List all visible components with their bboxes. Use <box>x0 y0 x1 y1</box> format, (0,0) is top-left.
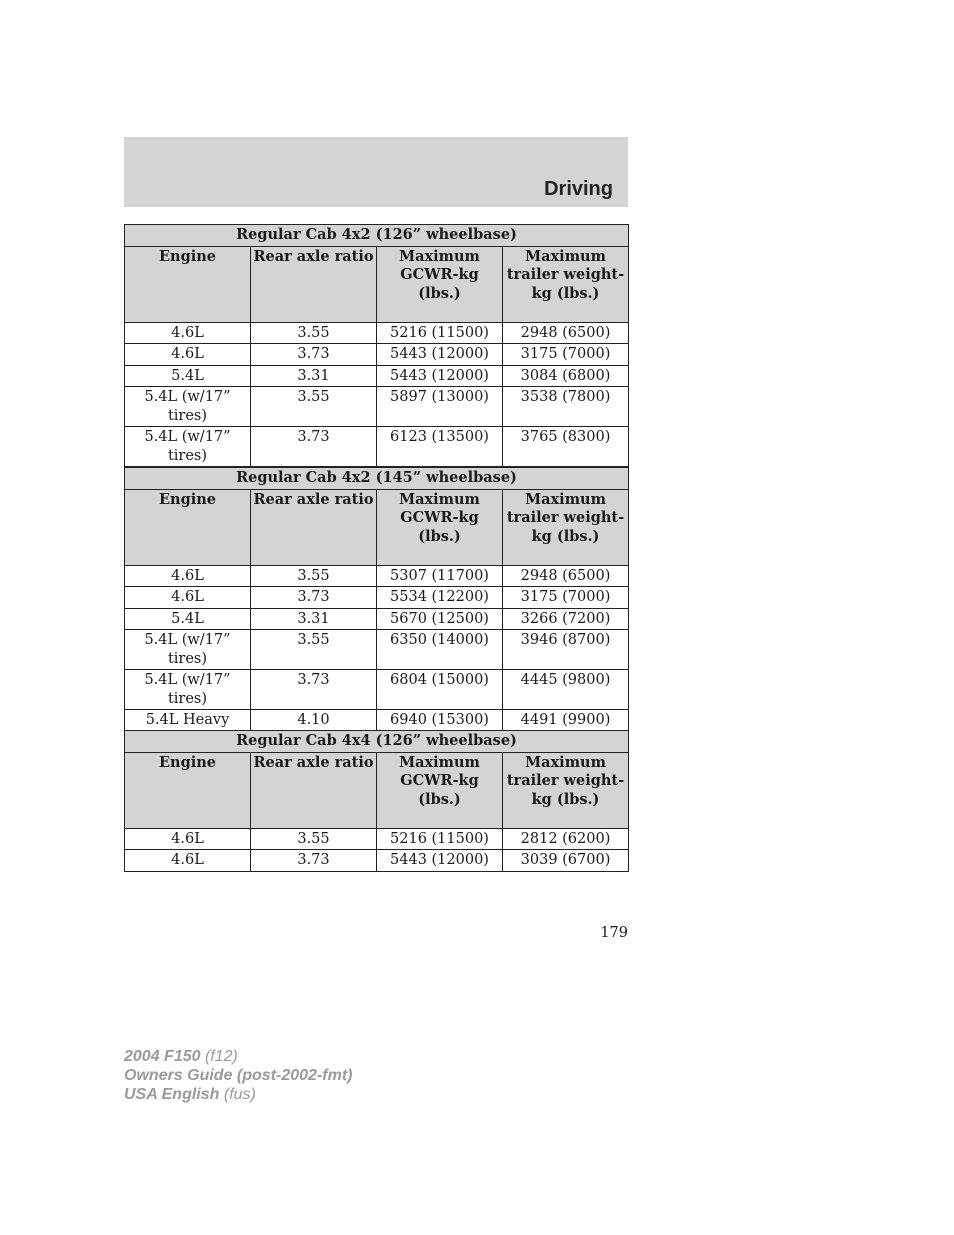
cell-ratio: 3.73 <box>251 850 377 872</box>
column-header-max-gcwr: Maximum GCWR-kg (lbs.) <box>377 489 503 565</box>
column-header-rear-axle-ratio: Rear axle ratio <box>251 489 377 565</box>
cell-gcwr: 5897 (13000) <box>377 387 503 427</box>
table-row <box>125 587 629 609</box>
cell-gcwr: 5307 (11700) <box>377 565 503 587</box>
cell-gcwr: 6350 (14000) <box>377 630 503 670</box>
column-header-max-gcwr: Maximum GCWR-kg (lbs.) <box>377 752 503 828</box>
cell-gcwr: 5670 (12500) <box>377 608 503 630</box>
cell-engine: 5.4L Heavy <box>125 710 251 750</box>
cell-ratio: 3.31 <box>251 365 377 387</box>
cell-ratio: 3.55 <box>251 828 377 850</box>
cell-engine: 5.4L <box>125 608 251 630</box>
cell-engine: 5.4L (w/17” tires) <box>125 670 251 710</box>
cell-ratio: 3.73 <box>251 344 377 366</box>
column-header-max-trailer-weight: Maximum trailer weight-kg (lbs.) <box>503 752 629 828</box>
footer-model: 2004 F150 <box>124 1048 201 1065</box>
towing-table-regular-cab-4x2-126 <box>124 224 629 467</box>
section-header-band <box>124 137 628 207</box>
cell-engine: 4.6L <box>125 322 251 344</box>
cell-gcwr: 6123 (13500) <box>377 427 503 467</box>
cell-gcwr: 5443 (12000) <box>377 344 503 366</box>
footer-guide: Owners Guide (post-2002-fmt) <box>124 1067 353 1084</box>
table-row <box>125 608 629 630</box>
cell-engine: 4.6L <box>125 850 251 872</box>
cell-trailer: 2948 (6500) <box>503 322 629 344</box>
cell-ratio: 3.73 <box>251 670 377 710</box>
cell-trailer: 3266 (7200) <box>503 608 629 630</box>
cell-ratio: 3.55 <box>251 387 377 427</box>
page-number: 179 <box>600 925 628 941</box>
cell-gcwr: 5534 (12200) <box>377 587 503 609</box>
cell-ratio: 3.73 <box>251 587 377 609</box>
column-header-engine: Engine <box>125 246 251 322</box>
cell-trailer: 3175 (7000) <box>503 344 629 366</box>
cell-ratio: 3.55 <box>251 322 377 344</box>
cell-engine: 5.4L (w/17” tires) <box>125 387 251 427</box>
cell-gcwr: 5216 (11500) <box>377 828 503 850</box>
table-row <box>125 322 629 344</box>
column-header-engine: Engine <box>125 489 251 565</box>
cell-trailer: 3084 (6800) <box>503 365 629 387</box>
table-row <box>125 387 629 427</box>
table-row <box>125 565 629 587</box>
cell-trailer: 3765 (8300) <box>503 427 629 467</box>
table-row <box>125 850 629 872</box>
table-row <box>125 344 629 366</box>
table-row <box>125 630 629 670</box>
column-header-rear-axle-ratio: Rear axle ratio <box>251 246 377 322</box>
cell-trailer: 4445 (9800) <box>503 670 629 710</box>
table-row <box>125 365 629 387</box>
cell-ratio: 4.10 <box>251 710 377 750</box>
cell-trailer: 2948 (6500) <box>503 565 629 587</box>
cell-trailer: 3175 (7000) <box>503 587 629 609</box>
column-header-max-trailer-weight: Maximum trailer weight-kg (lbs.) <box>503 246 629 322</box>
column-header-engine: Engine <box>125 752 251 828</box>
cell-ratio: 3.55 <box>251 565 377 587</box>
document-footer <box>124 1047 352 1104</box>
table-caption: Regular Cab 4x2 (126” wheelbase) <box>125 225 629 247</box>
column-header-max-gcwr: Maximum GCWR-kg (lbs.) <box>377 246 503 322</box>
footer-guide-line <box>124 1066 352 1085</box>
table-row <box>125 670 629 710</box>
cell-gcwr: 6940 (15300) <box>377 710 503 750</box>
cell-gcwr: 5443 (12000) <box>377 365 503 387</box>
cell-gcwr: 6804 (15000) <box>377 670 503 710</box>
cell-gcwr: 5216 (11500) <box>377 322 503 344</box>
table-caption: Regular Cab 4x2 (145” wheelbase) <box>125 468 629 490</box>
cell-trailer: 4491 (9900) <box>503 710 629 750</box>
footer-language-code: (fus) <box>223 1086 256 1103</box>
towing-table-regular-cab-4x4-126 <box>124 730 629 872</box>
footer-model-line <box>124 1047 352 1066</box>
footer-model-code: (f12) <box>204 1048 238 1065</box>
cell-ratio: 3.55 <box>251 630 377 670</box>
section-title: Driving <box>544 178 613 200</box>
cell-ratio: 3.31 <box>251 608 377 630</box>
cell-engine: 5.4L <box>125 365 251 387</box>
cell-engine: 5.4L (w/17” tires) <box>125 630 251 670</box>
cell-trailer: 2812 (6200) <box>503 828 629 850</box>
cell-trailer: 3946 (8700) <box>503 630 629 670</box>
cell-engine: 5.4L (w/17” tires) <box>125 427 251 467</box>
footer-language-line <box>124 1085 352 1104</box>
column-header-max-trailer-weight: Maximum trailer weight-kg (lbs.) <box>503 489 629 565</box>
cell-gcwr: 5443 (12000) <box>377 850 503 872</box>
table-row <box>125 828 629 850</box>
cell-engine: 4.6L <box>125 587 251 609</box>
cell-engine: 4.6L <box>125 828 251 850</box>
cell-trailer: 3039 (6700) <box>503 850 629 872</box>
footer-language: USA English <box>124 1086 220 1103</box>
cell-engine: 4.6L <box>125 344 251 366</box>
table-row <box>125 427 629 467</box>
table-caption: Regular Cab 4x4 (126” wheelbase) <box>125 731 629 753</box>
column-header-rear-axle-ratio: Rear axle ratio <box>251 752 377 828</box>
cell-trailer: 3538 (7800) <box>503 387 629 427</box>
cell-engine: 4.6L <box>125 565 251 587</box>
towing-table-regular-cab-4x2-145 <box>124 467 629 750</box>
cell-ratio: 3.73 <box>251 427 377 467</box>
